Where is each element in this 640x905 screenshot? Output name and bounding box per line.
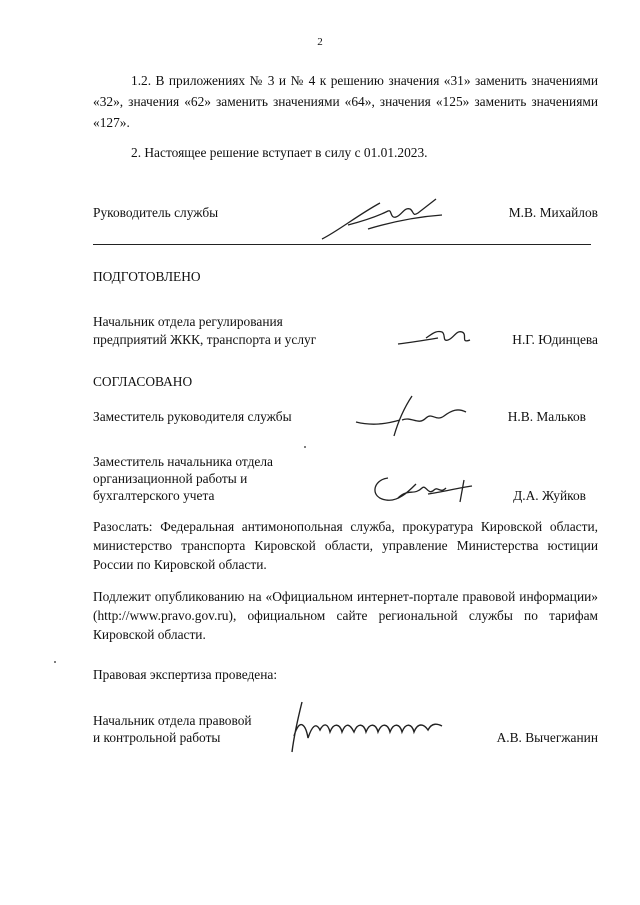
deputy-head-title: Заместитель руководителя службы <box>93 409 292 424</box>
legal-title-line1: Начальник отдела правовой <box>93 713 252 728</box>
head-title: Руководитель службы <box>93 205 219 220</box>
legal-signature <box>284 696 454 756</box>
prepared-heading: ПОДГОТОВЛЕНО <box>93 269 201 284</box>
prepared-title-line1: Начальник отдела регулирования <box>93 314 283 329</box>
deputy-chief-title-line3: бухгалтерского учета <box>93 488 215 503</box>
agreed-heading: СОГЛАСОВАНО <box>93 374 193 389</box>
deputy-chief-title-line2: организационной работы и <box>93 471 248 486</box>
prepared-title-line2: предприятий ЖКК, транспорта и услуг <box>93 332 317 347</box>
deputy-chief-title-line1: Заместитель начальника отдела <box>93 454 273 469</box>
clause-1-2: 1.2. В приложениях № 3 и № 4 к решению значения «31» заменить значениями «32», значения «62» заменить значениями «64», значения «125» заменить значениями «127». <box>93 73 598 130</box>
page-number: 2 <box>317 36 323 48</box>
legal-name: А.В. Вычегжанин <box>496 730 598 745</box>
head-signature <box>318 193 448 245</box>
prepared-name: Н.Г. Юдинцева <box>512 332 598 347</box>
head-name: М.В. Михайлов <box>508 205 598 220</box>
deputy-chief-name: Д.А. Жуйков <box>513 488 586 503</box>
margin-speck <box>54 661 56 663</box>
clause-2: 2. Настоящее решение вступает в силу с 01.01.2023. <box>131 145 428 160</box>
distribution-list: Разослать: Федеральная антимонопольная служба, прокуратура Кировской области, министерство транспорта Кировской области, управление Министерства юстиции России по Кировской области. <box>93 519 598 572</box>
deputy-head-name: Н.В. Мальков <box>507 409 586 424</box>
divider <box>93 244 591 245</box>
speck <box>304 446 306 448</box>
legal-title-line2: и контрольной работы <box>93 730 221 745</box>
publication-note: Подлежит опубликованию на «Официальном интернет-портале правовой информации» (http://www.pravo.gov.ru), официальном сайте региональной службы по тарифам Кировской области. <box>93 589 598 642</box>
legal-review-statement: Правовая экспертиза проведена: <box>93 667 278 682</box>
